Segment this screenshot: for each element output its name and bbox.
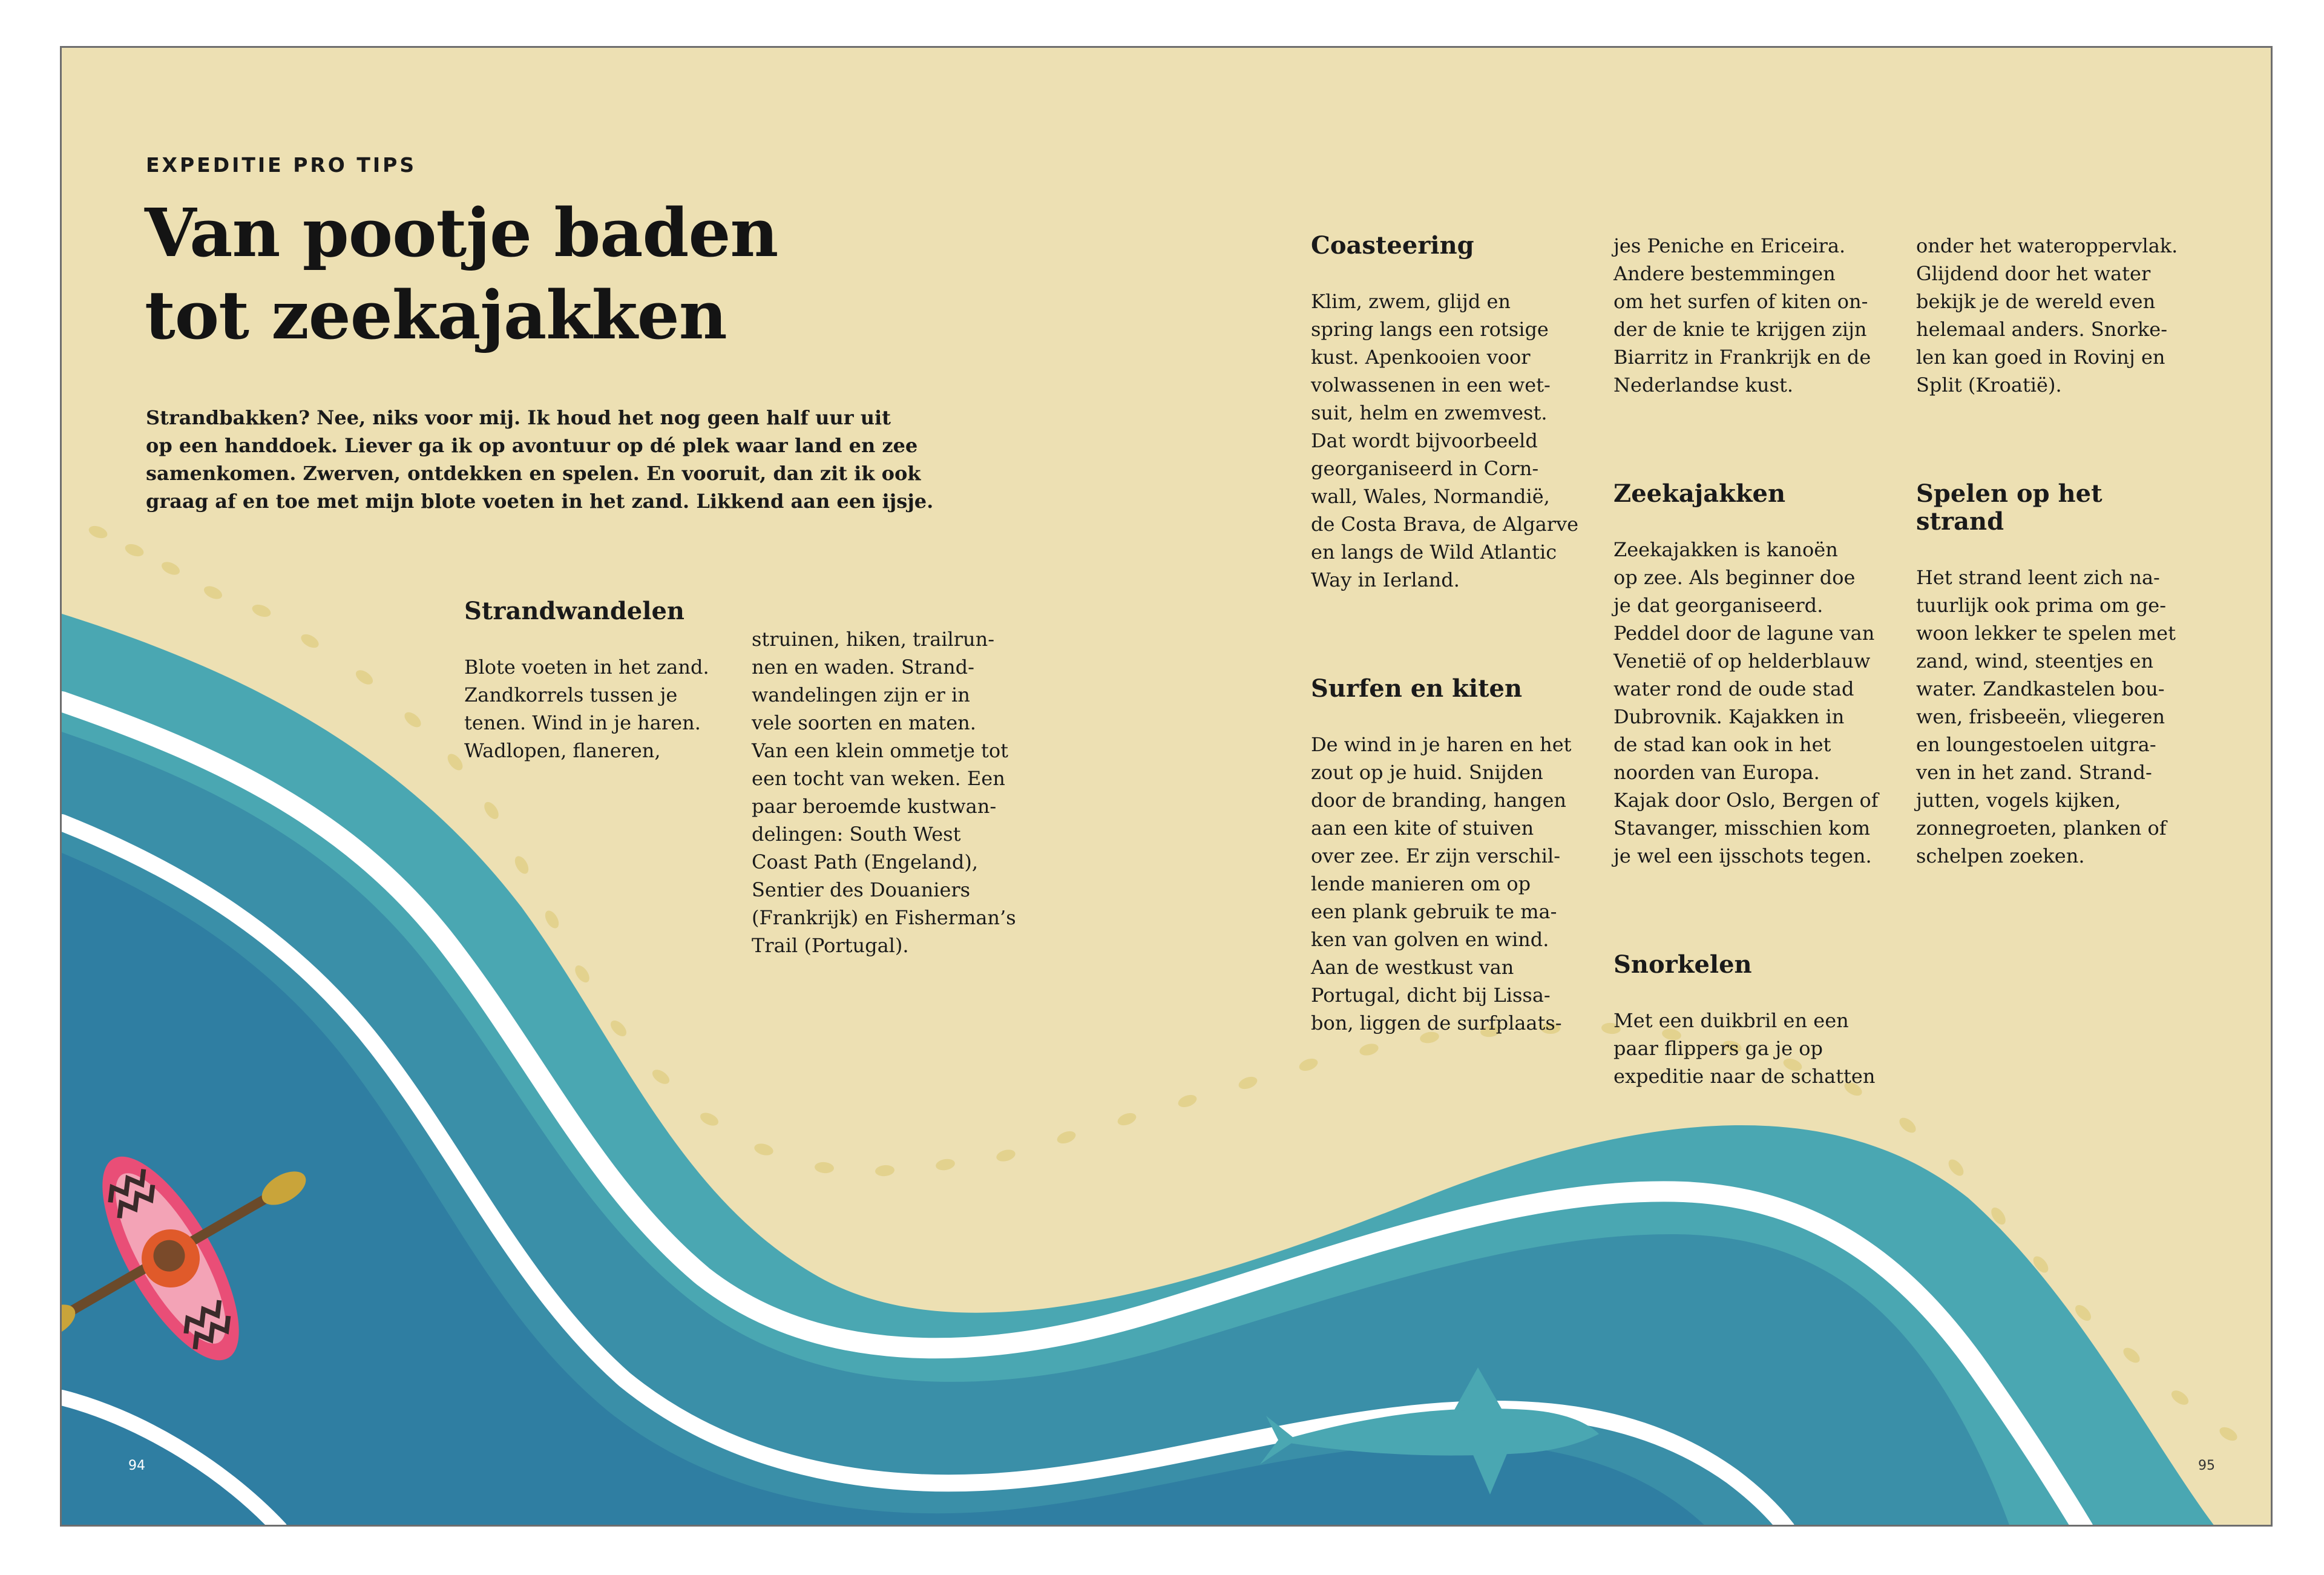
heading-surfen: Surfen en kiten — [1311, 674, 1523, 703]
column-4 — [1613, 204, 1910, 1118]
heading-zeekajakken: Zeekajakken — [1613, 479, 1786, 508]
heading-strandwandelen: Strandwandelen — [464, 597, 684, 625]
body-surfen-part2: jes Peniche en Ericeira. Andere bestemmingen om het surfen of kiten on- der de knie te krijgen zijn Biarritz in Frankrijk en de Nederlandse kust. — [1613, 234, 1871, 396]
kicker-label: EXPEDITIE PRO TIPS — [146, 153, 417, 177]
magazine-spread — [60, 46, 2273, 1527]
body-coasteering: Klim, zwem, glijd en spring langs een rotsige kust. Apenkooien voor volwassenen in een wet- suit, helm en zwemvest. Dat wordt bijvoorbeeld georganiseerd in Corn- wall, Wales, Normandië, de Costa Brava, de Algarve en langs de Wild Atlantic Way in Ierland. — [1311, 290, 1579, 591]
page-title-line-2: tot zeekajakken — [145, 276, 727, 354]
page-title — [145, 192, 778, 357]
heading-spelen: Spelen op het strand — [1916, 479, 2102, 536]
body-surfen-part1: De wind in je haren en het zout op je huid. Snijden door de branding, hangen aan een kite of stuiven over zee. Er zijn verschil- lende manieren om op een plank gebruik te ma- ken van golven en wind. Aan de westkust van Portugal, dicht bij Lissa- bon, liggen de surfplaats- — [1311, 733, 1572, 1034]
page-number-right: 95 — [2198, 1458, 2215, 1473]
body-strandwandelen-part1: Blote voeten in het zand. Zandkorrels tussen je tenen. Wind in je haren. Wadlopen, flaneren, — [464, 656, 709, 762]
body-snorkelen-part1: Met een duikbril en een paar flippers ga je op expeditie naar de schatten — [1613, 1009, 1876, 1088]
body-snorkelen-part2: onder het wateroppervlak. Glijdend door het water bekijk je de wereld even helemaal anders. Snorke- len kan goed in Rovinj en Split (Kroatië). — [1916, 234, 2178, 396]
section-strandwandelen-continued — [752, 597, 1048, 987]
column-3 — [1311, 204, 1607, 1065]
body-strandwandelen-part2: struinen, hiken, trailrun- nen en waden. Strand- wandelingen zijn er in vele soorten en maten. Van een klein ommetje tot een tocht van weken. Een paar beroemde kustwan- delingen: South West Coast Path (Engeland), Sentier des Douaniers (Frankrijk) en Fisherman’s Trail (Portugal). — [752, 628, 1016, 957]
body-spelen: Het strand leent zich na- tuurlijk ook prima om ge- woon lekker te spelen met zand, wind, steentjes en water. Zandkastelen bou- wen, frisbeeën, vliegeren en loungestoelen uitgra- ven in het zand. Strand- jutten, vogels kijken, zonnegroeten, planken of schelpen zoeken. — [1916, 566, 2176, 867]
page-title-line-1: Van pootje baden — [145, 194, 778, 272]
intro-paragraph: Strandbakken? Nee, niks voor mij. Ik houd het nog geen half uur uit op een handdoek. Liever ga ik op avontuur op dé plek waar land en zee samenkomen. Zwerven, ontdekken en spelen. En vooruit, dan zit ik ook graag af en toe met mijn blote voeten in het zand. Likkend aan een ijsje. — [146, 406, 934, 513]
section-strandwandelen — [464, 570, 755, 792]
heading-snorkelen: Snorkelen — [1613, 950, 1752, 979]
column-5 — [1916, 204, 2213, 898]
heading-coasteering: Coasteering — [1311, 231, 1474, 260]
page-number-left: 94 — [128, 1458, 145, 1473]
body-zeekajakken: Zeekajakken is kanoën op zee. Als beginner doe je dat georganiseerd. Peddel door de lagune van Venetië of op helderblauw water rond de oude stad Dubrovnik. Kajakken in de stad kan ook in het noorden van Europa. Kajak door Oslo, Bergen of Stavanger, misschien kom je wel een ijsschots tegen. — [1613, 538, 1879, 867]
